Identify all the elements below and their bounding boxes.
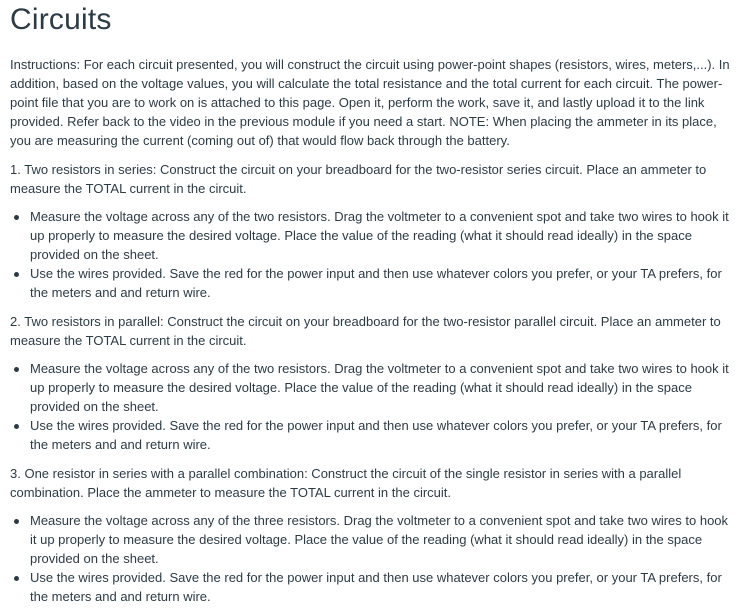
list-item-text: Measure the voltage across any of the two resistors. Drag the voltmeter to a convenient spot and take two wires to hook it up properly to measure the desired voltage. Place the value of the reading (what it should read ideally) in the space provided on the sheet.	[30, 209, 729, 262]
page-title: Circuits	[10, 3, 112, 36]
bullet-list	[10, 359, 733, 454]
list-item-text: Use the wires provided. Save the red for the power input and then use whatever colors you prefer, or your TA prefers, for the meters and and return wire.	[30, 570, 722, 604]
section-heading: 3. One resistor in series with a parallel combination: Construct the circuit of the single resistor in series with a parallel combination. Place the ammeter to measure the TOTAL current in the circuit.	[10, 466, 682, 500]
list-item-text: Measure the voltage across any of the three resistors. Drag the voltmeter to a convenient spot and take two wires to hook it up properly to measure the desired voltage. Place the value of the reading (what it should read ideally) in the space provided on the sheet.	[30, 513, 729, 566]
list-item	[30, 264, 733, 302]
bullet-icon	[14, 215, 19, 220]
bullet-icon	[14, 272, 19, 277]
bullet-icon	[14, 519, 19, 524]
list-item	[30, 416, 733, 454]
list-item-text: Use the wires provided. Save the red for the power input and then use whatever colors you prefer, or your TA prefers, for the meters and and return wire.	[30, 266, 722, 300]
section-heading: 1. Two resistors in series: Construct the circuit on your breadboard for the two-resistor series circuit. Place an ammeter to measure the TOTAL current in the circuit.	[10, 162, 707, 196]
section-parallel	[10, 312, 733, 454]
list-item	[30, 207, 733, 264]
instructions-paragraph: Instructions: For each circuit presented, you will construct the circuit using power-point shapes (resistors, wires, meters,...). In addition, based on the voltage values, you will calculate the total resistance and the total current for each circuit. The power-point file that you are to work on is attached to this page. Open it, perform the work, save it, and lastly upload it to the link provided. Refer back to the video in the previous module if you need a start. NOTE: When placing the ammeter in its place, you are measuring the current (coming out of) that would flow back through the battery.	[10, 57, 730, 148]
bullet-list	[10, 511, 733, 606]
list-item	[30, 511, 733, 568]
list-item	[30, 359, 733, 416]
list-item-text: Use the wires provided. Save the red for the power input and then use whatever colors you prefer, or your TA prefers, for the meters and and return wire.	[30, 418, 722, 452]
bullet-icon	[14, 367, 19, 372]
section-heading: 2. Two resistors in parallel: Construct the circuit on your breadboard for the two-resistor parallel circuit. Place an ammeter to measure the TOTAL current in the circuit.	[10, 314, 721, 348]
section-series	[10, 160, 733, 302]
list-item	[30, 568, 733, 606]
bullet-list	[10, 207, 733, 302]
list-item-text: Measure the voltage across any of the two resistors. Drag the voltmeter to a convenient spot and take two wires to hook it up properly to measure the desired voltage. Place the value of the reading (what it should read ideally) in the space provided on the sheet.	[30, 361, 729, 414]
section-series-parallel	[10, 464, 733, 606]
bullet-icon	[14, 424, 19, 429]
bullet-icon	[14, 576, 19, 581]
